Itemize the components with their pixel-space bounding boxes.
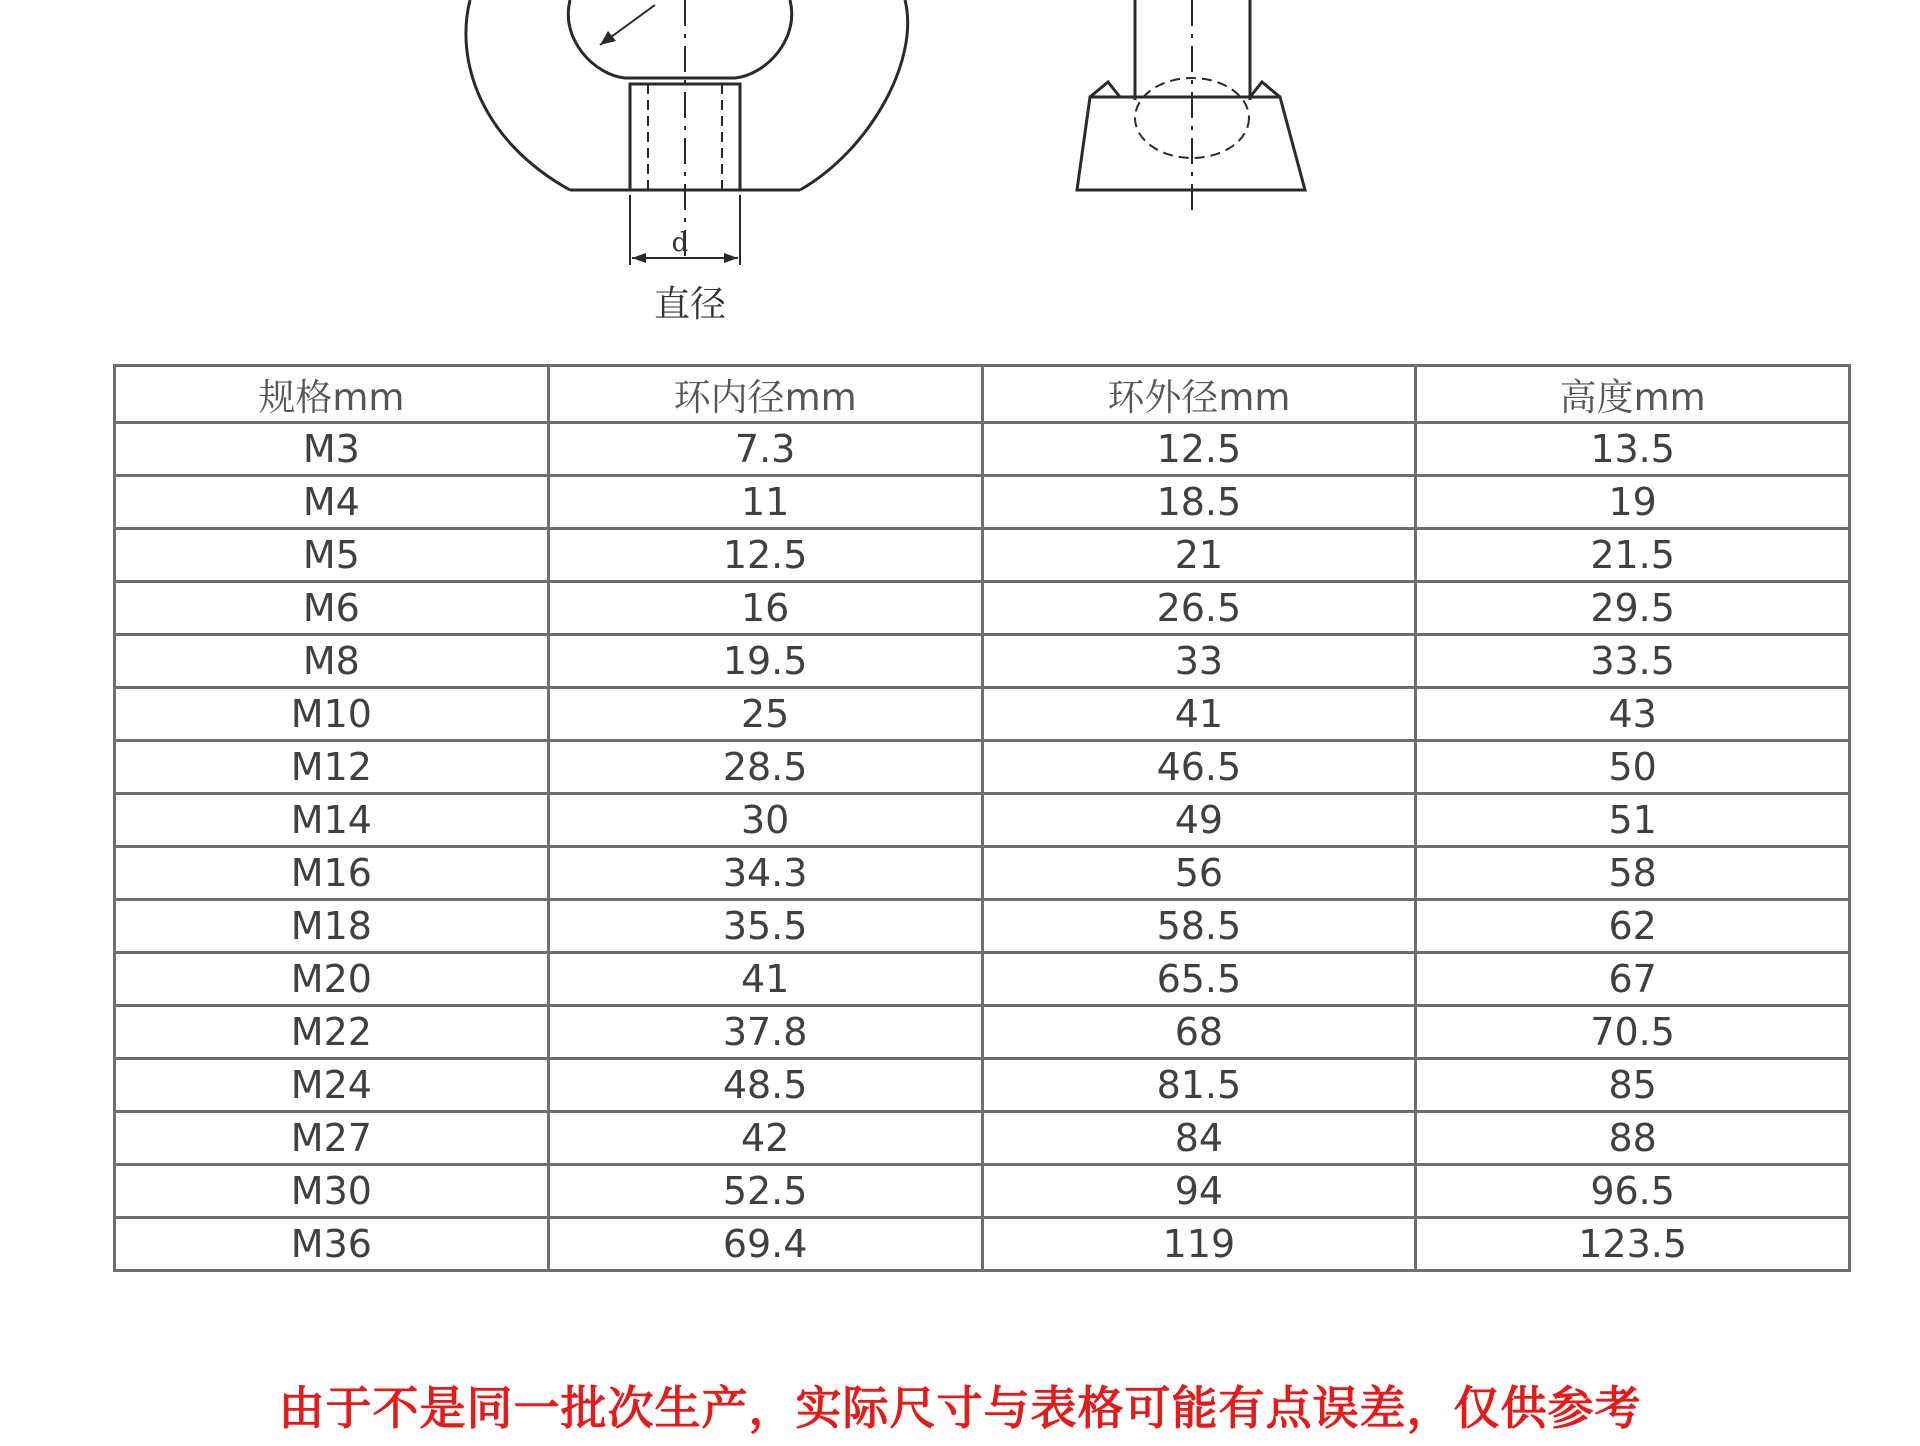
cell-spec: M3 [115,423,549,476]
table-row [115,1165,1850,1218]
cell-spec: M16 [115,847,549,900]
cell-inner-diameter: 52.5 [548,1165,982,1218]
cell-outer-diameter: 18.5 [982,476,1416,529]
dimension-caption: 直径 [653,284,726,325]
header-spec: 规格mm [115,366,549,423]
table-row [115,847,1850,900]
cell-inner-diameter: 16 [548,582,982,635]
cell-inner-diameter: 42 [548,1112,982,1165]
cell-inner-diameter: 30 [548,794,982,847]
table-row [115,953,1850,1006]
cell-outer-diameter: 119 [982,1218,1416,1271]
table-row [115,635,1850,688]
cell-spec: M30 [115,1165,549,1218]
cell-inner-diameter: 37.8 [548,1006,982,1059]
header-height: 高度mm [1416,366,1850,423]
cell-outer-diameter: 58.5 [982,900,1416,953]
cell-height: 123.5 [1416,1218,1850,1271]
technical-drawing [0,0,1920,340]
cell-outer-diameter: 49 [982,794,1416,847]
cell-spec: M10 [115,688,549,741]
cell-height: 21.5 [1416,529,1850,582]
cell-outer-diameter: 26.5 [982,582,1416,635]
table-row [115,423,1850,476]
cell-inner-diameter: 34.3 [548,847,982,900]
cell-height: 88 [1416,1112,1850,1165]
cell-inner-diameter: 69.4 [548,1218,982,1271]
cell-inner-diameter: 12.5 [548,529,982,582]
cell-inner-diameter: 35.5 [548,900,982,953]
cell-height: 33.5 [1416,635,1850,688]
cell-outer-diameter: 12.5 [982,423,1416,476]
cell-height: 13.5 [1416,423,1850,476]
cell-height: 85 [1416,1059,1850,1112]
cell-spec: M27 [115,1112,549,1165]
cell-spec: M24 [115,1059,549,1112]
cell-inner-diameter: 48.5 [548,1059,982,1112]
cell-spec: M22 [115,1006,549,1059]
cell-spec: M36 [115,1218,549,1271]
cell-spec: M5 [115,529,549,582]
spec-table [113,364,1851,1272]
header-outer-diameter: 环外径mm [982,366,1416,423]
cell-height: 43 [1416,688,1850,741]
cell-height: 96.5 [1416,1165,1850,1218]
table-row [115,476,1850,529]
dimension-label-d: d [671,228,689,258]
cell-spec: M8 [115,635,549,688]
table-row [115,1112,1850,1165]
disclaimer-note: 由于不是同一批次生产，实际尺寸与表格可能有点误差，仅供参考 [278,1381,1642,1435]
cell-spec: M18 [115,900,549,953]
table-row [115,1006,1850,1059]
table-row [115,529,1850,582]
cell-height: 58 [1416,847,1850,900]
cell-outer-diameter: 33 [982,635,1416,688]
cell-height: 19 [1416,476,1850,529]
cell-outer-diameter: 84 [982,1112,1416,1165]
table-row [115,900,1850,953]
table-row [115,741,1850,794]
cell-spec: M4 [115,476,549,529]
cell-outer-diameter: 81.5 [982,1059,1416,1112]
cell-spec: M12 [115,741,549,794]
side-view-ring-nut [1077,0,1305,215]
table-row [115,688,1850,741]
table-header-row [115,366,1850,423]
cell-height: 67 [1416,953,1850,1006]
cell-outer-diameter: 65.5 [982,953,1416,1006]
cell-inner-diameter: 28.5 [548,741,982,794]
cell-outer-diameter: 46.5 [982,741,1416,794]
cell-inner-diameter: 7.3 [548,423,982,476]
cell-spec: M14 [115,794,549,847]
cell-outer-diameter: 21 [982,529,1416,582]
cell-height: 50 [1416,741,1850,794]
cell-outer-diameter: 68 [982,1006,1416,1059]
cell-inner-diameter: 41 [548,953,982,1006]
cell-inner-diameter: 19.5 [548,635,982,688]
front-view-ring-nut [466,0,908,265]
cell-outer-diameter: 94 [982,1165,1416,1218]
cell-outer-diameter: 56 [982,847,1416,900]
table-row [115,1218,1850,1271]
cell-spec: M6 [115,582,549,635]
cell-spec: M20 [115,953,549,1006]
cell-outer-diameter: 41 [982,688,1416,741]
cell-inner-diameter: 11 [548,476,982,529]
cell-height: 70.5 [1416,1006,1850,1059]
header-inner-diameter: 环内径mm [548,366,982,423]
table-row [115,794,1850,847]
cell-height: 29.5 [1416,582,1850,635]
table-row [115,582,1850,635]
cell-height: 51 [1416,794,1850,847]
cell-inner-diameter: 25 [548,688,982,741]
table-row [115,1059,1850,1112]
cell-height: 62 [1416,900,1850,953]
